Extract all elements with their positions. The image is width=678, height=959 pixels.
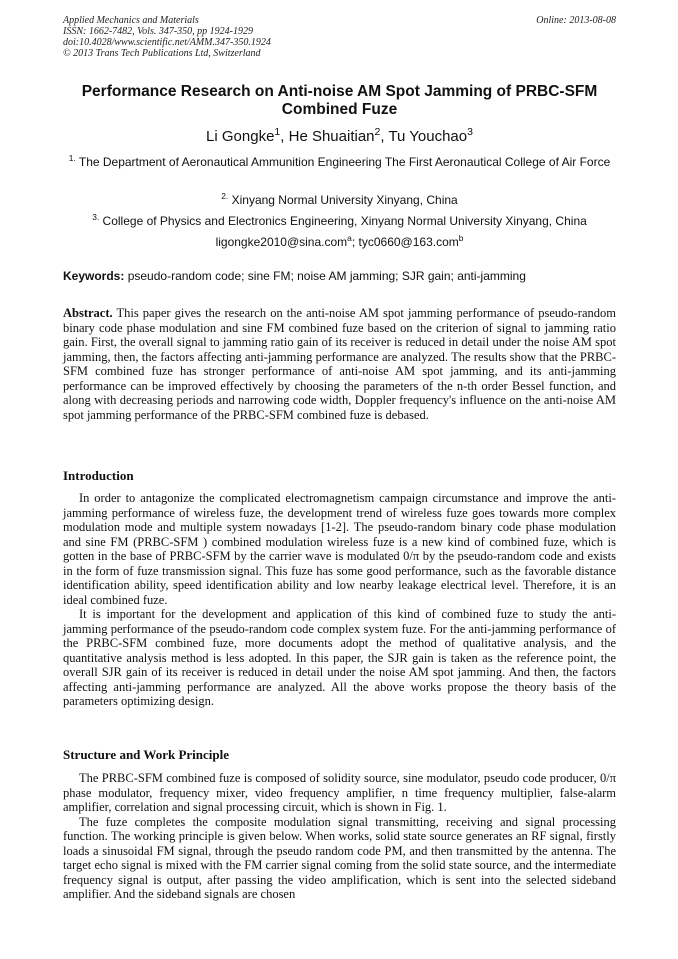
section-heading-introduction: Introduction [63, 468, 134, 483]
abstract-text: This paper gives the research on the anti-noise AM spot jamming performance of pseudo-random binary code phase modulation and sine FM combined fuze based on the criterion of signal to jamming ratio gain. First, the overall signal to jamming ratio gain of its receiver is reduced in detail under the noise AM spot jamming, then, the factors affecting anti-jamming performance are analyzed. The results show that the PRBC-SFM combined fuze has stronger performance of anti-noise AM spot jamming, and its anti-jamming performance can be improved effectively by choosing the parameters of the n-th order Bessel function, and along with decreasing periods and narrowing code width, Doppler frequency's influence on the anti-noise AM spot jamming performance of the PRBC-SFM combined fuze is debased. [63, 306, 616, 422]
doi-line: doi:10.4028/www.scientific.net/AMM.347-350.1924 [63, 37, 271, 48]
paper-title: Performance Research on Anti-noise AM Spot Jamming of PRBC-SFM Combined Fuze [81, 83, 598, 118]
paragraph: In order to antagonize the complicated electromagnetism campaign circumstance and improve the anti-jamming performance of wireless fuze, the development trend of wireless fuze goes towards more complex modulation mode and multiple system nowadays [1-2]. The pseudo-random binary code phase modulation and sine FM (PRBC-SFM ) combined modulation wireless fuze is a new kind of combined fuze, which is gotten in the base of PRBC-SFM by the carrier wave is modulated 0/π by the pseudo-random code and exists in the form of fuze transmission signal. This fuze has some good performance, such as the favorable distance identification ability, speed identification ability and low nearby leakage electrical level. Therefore, it is an ideal combined fuze. [63, 491, 616, 607]
paragraph: The PRBC-SFM combined fuze is composed of solidity source, sine modulator, pseudo code producer, 0/π phase modulator, frequency mixer, video frequency amplifier, n time frequency multiplier, false-alarm amplifier, correlation and signal processing circuit, which is shown in Fig. 1. [63, 771, 616, 814]
affiliation [63, 155, 616, 169]
email: tyc0660@163.com$^b$ [358, 233, 464, 249]
affiliation [63, 193, 616, 207]
affiliation-text: College of Physics and Electronics Engineering, Xinyang Normal University Xinyang, China [102, 214, 587, 228]
paragraph: The fuze completes the composite modulation signal transmitting, receiving and signal processing function. The working principle is given below. When works, solid state source generates an RF signal, firstly loads a sinusoidal FM signal, through the pseudo random code PM, and then transmitted by the antenna. The target echo signal is mixed with the FM carrier signal coming from the solid state source, and the intermediate frequency signal is output, after passing the video amplification, which is sent into the selected sideband amplifier. And the sideband signals are chosen [63, 814, 616, 901]
affiliation-mark: 1. [68, 153, 76, 163]
author-list [63, 128, 616, 146]
affiliation-mark: 3. [92, 212, 100, 222]
paragraph: It is important for the development and application of this kind of combined fuze to study the anti-jamming performance of the pseudo-random code complex system fuze. For the anti-jamming performance of the PRBC-SFM combined fuze, more documents adopt the method of qualitative analysis, and the quantitative analysis method is less adopted. In this paper, the SJR gain is taken as the reference point, the overall SJR gain of its receiver is reduced in detail under the noise AM spot jamming. And then, the factors affecting anti-jamming performance are analyzed. All the above works propose the theory basis of the parameters optimizing design. [63, 607, 616, 708]
abstract [63, 306, 616, 422]
online-date: Online: 2013-08-08 [536, 15, 616, 26]
keywords [63, 269, 616, 283]
email: ligongke2010@sina.com$^a$; [215, 233, 359, 249]
keywords-text: pseudo-random code; sine FM; noise AM jamming; SJR gain; anti-jamming [127, 269, 526, 283]
issn-line: ISSN: 1662-7482, Vols. 347-350, pp 1924-1929 [63, 26, 253, 37]
abstract-label: Abstract. [63, 306, 113, 320]
structure-body [63, 771, 616, 902]
journal-name: Applied Mechanics and Materials [63, 15, 199, 26]
copyright-line: © 2013 Trans Tech Publications Ltd, Switzerland [63, 48, 261, 59]
author: Tu Youchao$^3$ [388, 126, 473, 145]
journal-header [63, 15, 616, 59]
affiliation-mark: 2. [221, 191, 229, 201]
affiliation-text: Xinyang Normal University Xinyang, China [231, 193, 458, 207]
author: Li Gongke$^1$, [206, 126, 289, 145]
affiliation [63, 214, 616, 228]
affiliation-text: The Department of Aeronautical Ammunition Engineering The First Aeronautical College of Air Force [78, 155, 611, 169]
introduction-body [63, 491, 616, 709]
email-list [63, 235, 616, 249]
author: He Shuaitian$^2$, [288, 126, 389, 145]
abstract-paragraph [63, 306, 616, 422]
keywords-label: Keywords: [63, 269, 125, 283]
section-heading-structure: Structure and Work Principle [63, 747, 229, 762]
